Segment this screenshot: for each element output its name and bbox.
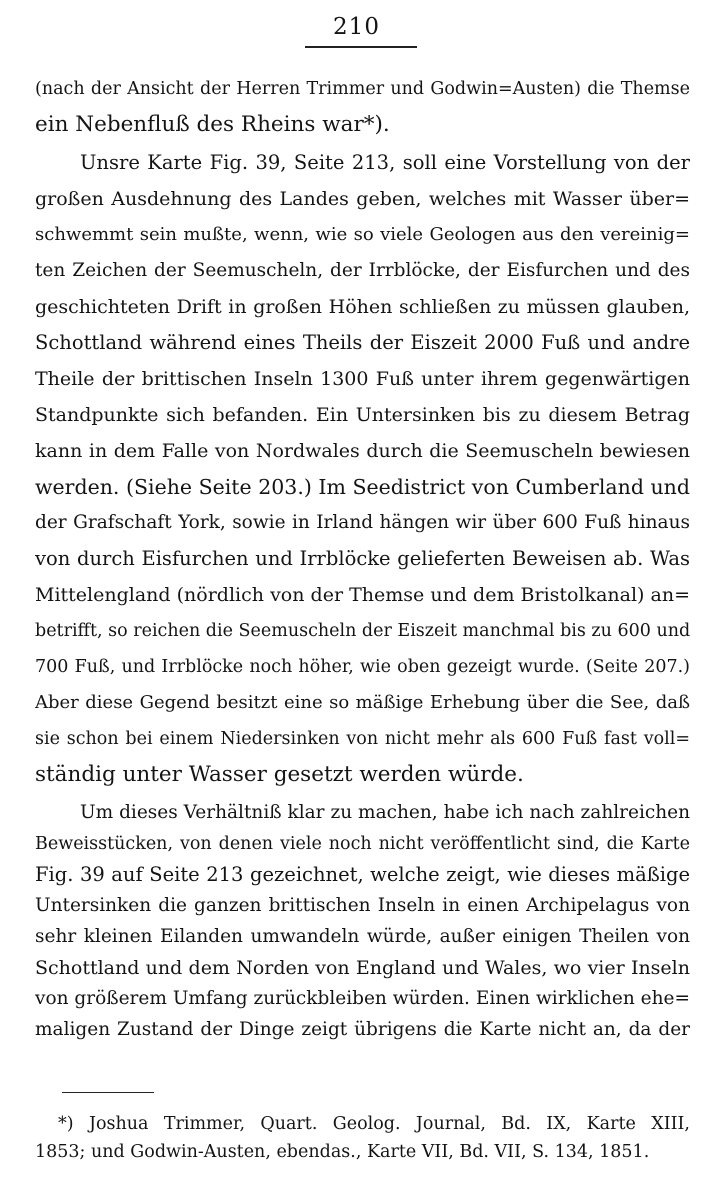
text-line: Schottland während eines Theils der Eiszeit 2000 Fuß und andre [35, 331, 690, 354]
text-line: sehr kleinen Eilanden umwandeln würde, außer einigen Theilen von [35, 926, 690, 947]
footnote-rule [62, 1092, 154, 1093]
text-line: Unsre Karte Fig. 39, Seite 213, soll eine Vorstellung von der [80, 151, 690, 174]
text-line: Aber diese Gegend besitzt eine so mäßige Erhebung über die See, daß [35, 692, 690, 713]
text-line: Untersinken die ganzen brittischen Inseln in einen Archipelagus von [35, 895, 690, 916]
text-line: maligen Zustand der Dinge zeigt übrigens die Karte nicht an, da der [35, 1019, 690, 1040]
text-line: von durch Eisfurchen und Irrblöcke gelieferten Beweisen ab. Was [35, 547, 690, 570]
footnote-line: 1853; und Godwin-Austen, ebendas., Karte VII, Bd. VII, S. 134, 1851. [35, 1142, 650, 1162]
text-line: ten Zeichen der Seemuscheln, der Irrblöcke, der Eisfurchen und des [35, 260, 690, 281]
text-line: ein Nebenfluß des Rheins war*). [35, 112, 390, 137]
text-line: von größerem Umfang zurückbleiben würden. Einen wirklichen ehe= [35, 988, 690, 1009]
text-line: geschichteten Drift in großen Höhen schließen zu müssen glauben, [35, 296, 690, 318]
text-line: Standpunkte sich befanden. Ein Untersinken bis zu diesem Betrag [35, 404, 690, 426]
text-line: betrifft, so reichen die Seemuscheln der Eiszeit manchmal bis zu 600 und [35, 621, 690, 641]
text-line: Um dieses Verhältniß klar zu machen, habe ich nach zahlreichen [80, 802, 690, 823]
text-line: kann in dem Falle von Nordwales durch die Seemuscheln bewiesen [35, 440, 690, 462]
text-line: Beweisstücken, von denen viele noch nicht veröffentlicht sind, die Karte [35, 834, 690, 854]
footnote-line: *) Joshua Trimmer, Quart. Geolog. Journal, Bd. IX, Karte XIII, [58, 1114, 690, 1134]
text-line: der Grafschaft York, sowie in Irland hängen wir über 600 Fuß hinaus [35, 512, 690, 533]
text-line: Theile der brittischen Inseln 1300 Fuß unter ihrem gegenwärtigen [35, 368, 690, 390]
text-line: Schottland und dem Norden von England und Wales, wo vier Inseln [35, 957, 690, 979]
text-line: werden. (Siehe Seite 203.) Im Seedistrict von Cumberland und [35, 475, 690, 499]
text-line: großen Ausdehnung des Landes geben, welches mit Wasser über= [35, 188, 690, 210]
header-rule [305, 46, 417, 48]
text-line: sie schon bei einem Niedersinken von nicht mehr als 600 Fuß fast voll= [35, 729, 690, 749]
text-line: schwemmt sein mußte, wenn, wie so viele Geologen aus den vereinig= [35, 224, 690, 245]
text-line: ständig unter Wasser gesetzt werden würde. [35, 762, 524, 787]
text-line: 700 Fuß, und Irrblöcke noch höher, wie oben gezeigt wurde. (Seite 207.) [35, 657, 690, 677]
text-line: Fig. 39 auf Seite 213 gezeichnet, welche zeigt, wie dieses mäßige [35, 863, 690, 886]
text-line: (nach der Ansicht der Herren Trimmer und Godwin=Austen) die Themse [35, 79, 690, 99]
text-line: Mittelengland (nördlich von der Themse und dem Bristolkanal) an= [35, 584, 690, 606]
page-number: 210 [333, 14, 380, 40]
